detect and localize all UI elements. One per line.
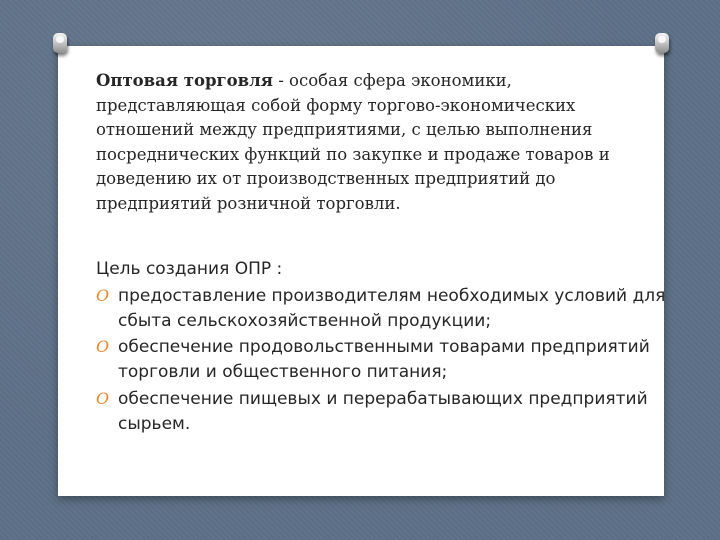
definition-term: Оптовая торговля — [96, 71, 273, 90]
bullet-o-icon: O — [96, 337, 110, 357]
list-item-text: обеспечение пищевых и перерабатывающих предприятий сырьем. — [118, 388, 648, 434]
goals-section — [96, 257, 666, 439]
bullet-o-icon: O — [96, 285, 110, 305]
list-item-text: обеспечение продовольственными товарами предприятий торговли и общественного питания; — [118, 337, 650, 383]
definition-text: - особая сфера экономики, представляющая собой форму торгово-экономических отношений между предприятиями, с целью выполнения посреднических функций по закупке и продаже товаров и доведению их от производственных предприятий до предприятий розничной торговли. — [96, 71, 610, 213]
definition-paragraph — [96, 69, 656, 217]
pushpin-icon — [655, 33, 669, 53]
goals-heading: Цель создания ОПР : — [96, 259, 283, 279]
list-item — [96, 284, 666, 334]
bullet-o-icon: O — [96, 388, 110, 408]
list-item-text: предоставление производителям необходимых условий для сбыта сельскохозяйственной продукции; — [118, 285, 666, 331]
pushpin-icon — [53, 33, 67, 53]
list-item — [96, 335, 666, 385]
list-item — [96, 387, 666, 437]
goals-list — [96, 284, 666, 437]
